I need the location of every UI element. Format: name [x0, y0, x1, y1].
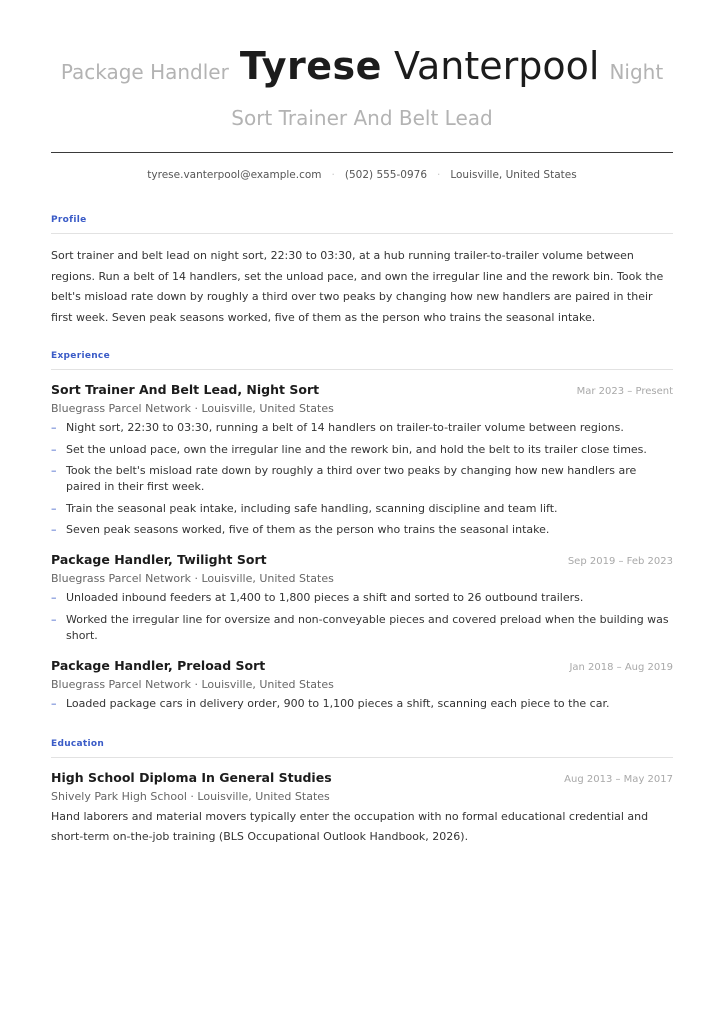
- profile-section: [51, 215, 673, 328]
- contact-separator: ·: [331, 169, 335, 181]
- contact-separator: ·: [437, 169, 441, 181]
- education-section: [51, 739, 673, 848]
- bullet-text: Set the unload pace, own the irregular line and the rework bin, and hold the belt to its trailer close times.: [66, 442, 647, 456]
- job-dates: Mar 2023 – Present: [576, 386, 673, 397]
- section-heading-experience: Experience: [51, 351, 673, 370]
- resume-page: [51, 0, 673, 848]
- bullet-dash: –: [51, 612, 57, 626]
- section-heading-profile: Profile: [51, 215, 673, 234]
- bullet-dash: –: [51, 696, 57, 710]
- title-suffix: Night: [609, 60, 664, 84]
- job-employer: Bluegrass Parcel Network · Louisville, United States: [51, 572, 334, 585]
- job-employer: Bluegrass Parcel Network · Louisville, United States: [51, 677, 334, 691]
- bullet-text: Train the seasonal peak intake, including safe handling, scanning discipline and team lift.: [66, 501, 558, 515]
- bullet-text: Worked the irregular line for oversize and non-conveyable pieces and covered preload when the building was short.: [66, 612, 669, 642]
- degree-title: High School Diploma In General Studies: [51, 769, 332, 785]
- education-entry: [51, 770, 673, 848]
- bullet-item: [51, 522, 673, 538]
- job-dates: Jan 2018 – Aug 2019: [569, 661, 673, 673]
- bullet-item: [51, 590, 673, 606]
- experience-entry: [51, 658, 673, 712]
- bullet-dash: –: [51, 464, 57, 477]
- contact-email[interactable]: tyrese.vanterpool@example.com: [147, 169, 322, 181]
- job-bullets: [51, 696, 673, 712]
- bullet-item: [51, 501, 673, 517]
- section-heading-education: Education: [51, 739, 673, 758]
- job-subtitle: Sort Trainer And Belt Lead: [231, 106, 493, 130]
- school-name: Shively Park High School · Louisville, United States: [51, 789, 330, 803]
- bullet-dash: –: [51, 442, 57, 456]
- bullet-dash: –: [51, 501, 57, 515]
- bullet-item: [51, 463, 673, 495]
- experience-section: [51, 351, 673, 712]
- bullet-dash: –: [51, 421, 57, 434]
- contact-location: Louisville, United States: [450, 169, 577, 181]
- job-title: Sort Trainer And Belt Lead, Night Sort: [51, 382, 320, 397]
- profile-summary: Sort trainer and belt lead on night sort, 22:30 to 03:30, at a hub running trailer-to-trailer volume between regions. Run a belt of 14 handlers, set the unload pace, and own the irregular line and the rework bin. Took the belt's misload rate down by roughly a third over two peaks by changing how new handlers are paired in their first week. Seven peak seasons worked, five of them as the person who trains the seasonal intake.: [51, 249, 664, 324]
- job-dates: Sep 2019 – Feb 2023: [567, 556, 673, 567]
- job-title: Package Handler, Twilight Sort: [51, 552, 267, 567]
- bullet-dash: –: [51, 591, 57, 604]
- experience-entry: [51, 382, 673, 538]
- bullet-item: [51, 420, 673, 436]
- bullet-text: Took the belt's misload rate down by roughly a third over two peaks by changing how new handlers are paired in their first week.: [66, 464, 637, 493]
- education-dates: Aug 2013 – May 2017: [564, 773, 673, 785]
- last-name: Vanterpool: [393, 44, 600, 88]
- job-bullets: [51, 590, 673, 644]
- job-bullets: [51, 420, 673, 538]
- contact-bar: [51, 168, 673, 182]
- bullet-dash: –: [51, 523, 57, 536]
- bullet-text: Unloaded inbound feeders at 1,400 to 1,800 pieces a shift and sorted to 26 outbound trailers.: [66, 591, 584, 604]
- job-employer: Bluegrass Parcel Network · Louisville, United States: [51, 402, 334, 415]
- header-divider: [51, 152, 673, 153]
- contact-phone[interactable]: (502) 555-0976: [344, 169, 427, 181]
- bullet-text: Seven peak seasons worked, five of them as the person who trains the seasonal intake.: [66, 523, 550, 536]
- first-name: Tyrese: [239, 44, 382, 88]
- education-note: Hand laborers and material movers typically enter the occupation with no formal educational credential and short-term on-the-job training (BLS Occupational Outlook Handbook, 2026).: [51, 809, 649, 843]
- bullet-item: [51, 696, 673, 712]
- title-prefix: Package Handler: [60, 60, 229, 84]
- job-title: Package Handler, Preload Sort: [51, 657, 266, 673]
- bullet-text: Night sort, 22:30 to 03:30, running a belt of 14 handlers on trailer-to-trailer volume between regions.: [66, 421, 624, 434]
- bullet-item: [51, 612, 673, 644]
- bullet-item: [51, 442, 673, 458]
- bullet-text: Loaded package cars in delivery order, 900 to 1,100 pieces a shift, scanning each piece to the car.: [66, 696, 610, 710]
- name-header: [51, 44, 673, 96]
- experience-entry: [51, 552, 673, 644]
